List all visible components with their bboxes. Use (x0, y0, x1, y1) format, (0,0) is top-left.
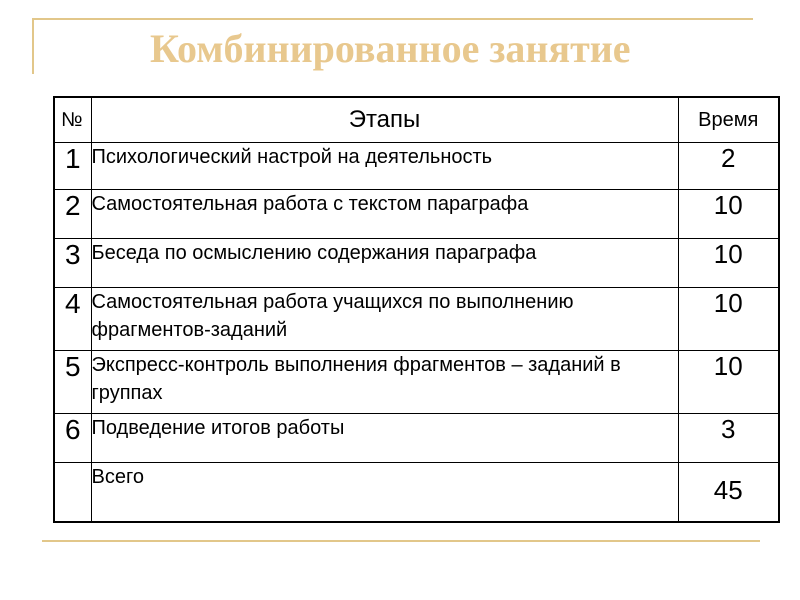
table-header-row (54, 97, 779, 143)
decorative-frame-left (32, 18, 34, 74)
row-number: 6 (54, 414, 91, 463)
header-time: Время (678, 97, 779, 143)
row-time: 2 (678, 143, 779, 190)
row-stage: Самостоятельная работа учащихся по выполнению фрагментов-заданий (91, 288, 678, 351)
decorative-frame-bottom (42, 540, 760, 542)
table-row (54, 351, 779, 414)
row-number: 1 (54, 143, 91, 190)
row-time: 10 (678, 239, 779, 288)
row-stage: Беседа по осмыслению содержания параграфа (91, 239, 678, 288)
row-number: 3 (54, 239, 91, 288)
total-number-empty (54, 463, 91, 523)
row-number: 4 (54, 288, 91, 351)
row-number: 5 (54, 351, 91, 414)
row-time: 3 (678, 414, 779, 463)
table-row (54, 288, 779, 351)
table-row (54, 190, 779, 239)
row-time: 10 (678, 288, 779, 351)
total-label: Всего (91, 463, 678, 523)
table-total-row (54, 463, 779, 523)
row-time: 10 (678, 351, 779, 414)
stages-table (53, 96, 780, 523)
slide-title: Комбинированное занятие (150, 26, 631, 71)
row-stage: Экспресс-контроль выполнения фрагментов – заданий в группах (91, 351, 678, 414)
row-stage: Подведение итогов работы (91, 414, 678, 463)
table-row (54, 143, 779, 190)
row-stage: Самостоятельная работа с текстом параграфа (91, 190, 678, 239)
row-number: 2 (54, 190, 91, 239)
table-row (54, 414, 779, 463)
header-stages: Этапы (91, 97, 678, 143)
row-stage: Психологический настрой на деятельность (91, 143, 678, 190)
total-time: 45 (678, 463, 779, 523)
header-number: № (54, 97, 91, 143)
table-row (54, 239, 779, 288)
decorative-frame-top (32, 18, 753, 20)
row-time: 10 (678, 190, 779, 239)
